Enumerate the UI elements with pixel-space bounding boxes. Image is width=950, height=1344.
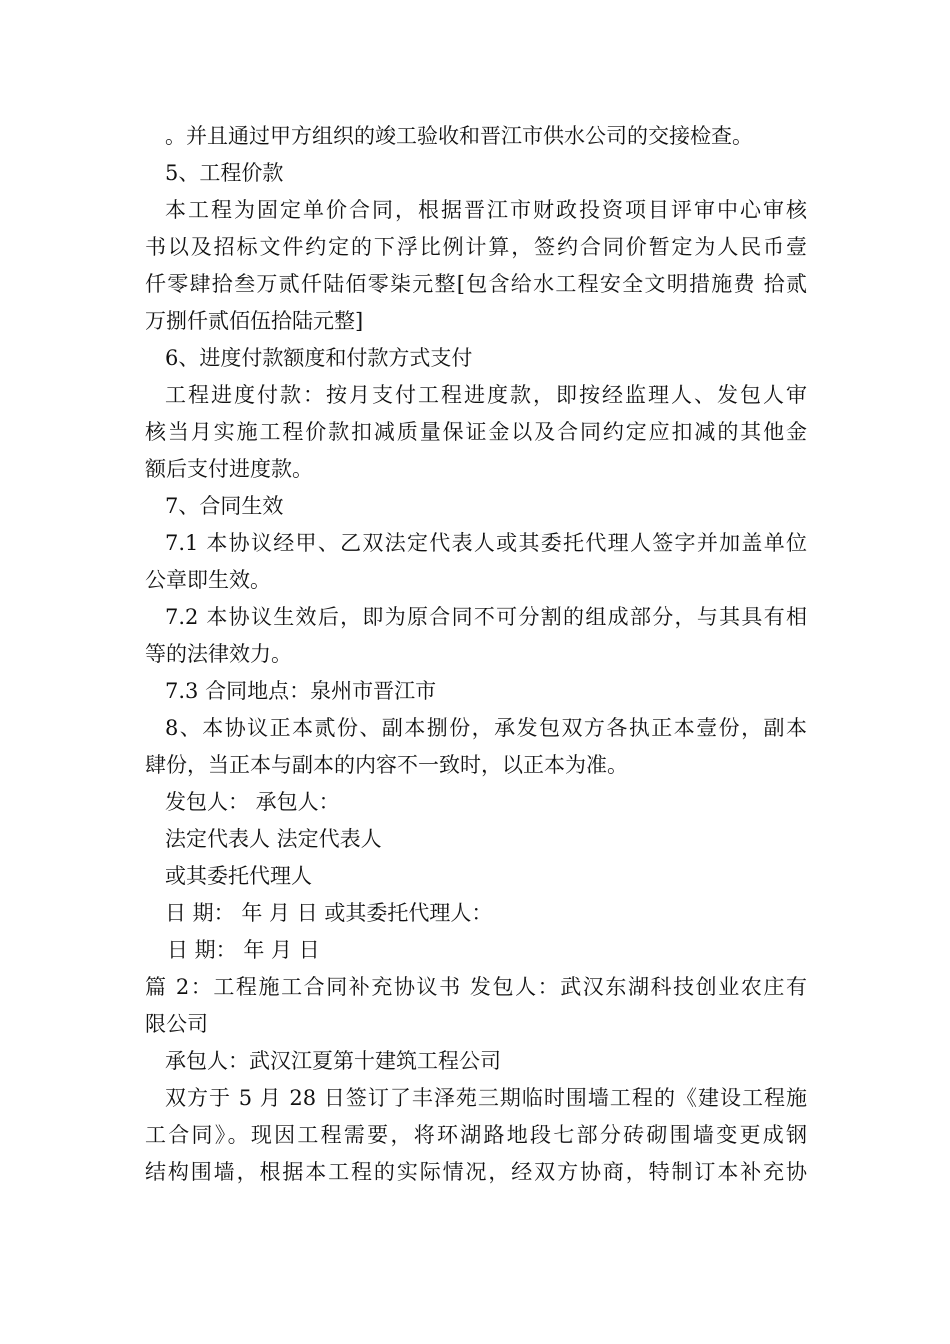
text-line: 核当月实施工程价款扣减质量保证金以及合同约定应扣减的其他金 [145, 420, 807, 444]
text-line: 结构围墙，根据本工程的实际情况，经双方协商，特制订本补充协 [145, 1160, 807, 1184]
section-heading: 6、进度付款额度和付款方式支付 [165, 346, 473, 370]
text-line: 等的法律效力。 [145, 642, 292, 666]
text-line: 限公司 [145, 1012, 208, 1036]
text-line: 公章即生效。 [145, 568, 271, 592]
text-line: 仟零肆拾叁万贰仟陆佰零柒元整[包含给水工程安全文明措施费 拾贰 [145, 272, 807, 296]
text-line: 篇 2：工程施工合同补充协议书 发包人：武汉东湖科技创业农庄有 [145, 975, 807, 999]
text-line: 工合同》。现因工程需要，将环湖路地段七部分砖砌围墙变更成钢 [145, 1123, 807, 1147]
section-heading: 7、合同生效 [165, 494, 284, 518]
text-line: 本工程为固定单价合同，根据晋江市财政投资项目评审中心审核 [165, 198, 807, 222]
text-line: 承包人：武汉江夏第十建筑工程公司 [165, 1049, 501, 1073]
text-line: 肆份，当正本与副本的内容不一致时，以正本为准。 [145, 753, 628, 777]
text-line: 。并且通过甲方组织的竣工验收和晋江市供水公司的交接检查。 [165, 124, 753, 148]
document-body [145, 118, 807, 1191]
text-line: 万捌仟贰佰伍拾陆元整] [145, 309, 364, 333]
date-line: 日 期： 年 月 日 [167, 938, 320, 962]
text-line: 8、本协议正本贰份、副本捌份，承发包双方各执正本壹份，副本 [165, 716, 807, 740]
text-line: 工程进度付款：按月支付工程进度款，即按经监理人、发包人审 [165, 383, 807, 407]
signature-line: 发包人： 承包人： [165, 790, 340, 814]
text-line: 书以及招标文件约定的下浮比例计算，签约合同价暂定为人民币壹 [145, 235, 807, 259]
signature-line: 法定代表人 法定代表人 [165, 827, 382, 851]
signature-line: 或其委托代理人 [165, 864, 312, 888]
text-line: 7.3 合同地点：泉州市晋江市 [165, 679, 437, 703]
text-line: 7.2 本协议生效后，即为原合同不可分割的组成部分，与其具有相 [165, 605, 807, 629]
text-line: 7.1 本协议经甲、乙双法定代表人或其委托代理人签字并加盖单位 [165, 531, 807, 555]
date-line: 日 期： 年 月 日 或其委托代理人： [165, 901, 493, 925]
text-line: 双方于 5 月 28 日签订了丰泽苑三期临时围墙工程的《建设工程施 [165, 1086, 807, 1110]
text-line: 额后支付进度款。 [145, 457, 313, 481]
section-heading: 5、工程价款 [165, 161, 284, 185]
